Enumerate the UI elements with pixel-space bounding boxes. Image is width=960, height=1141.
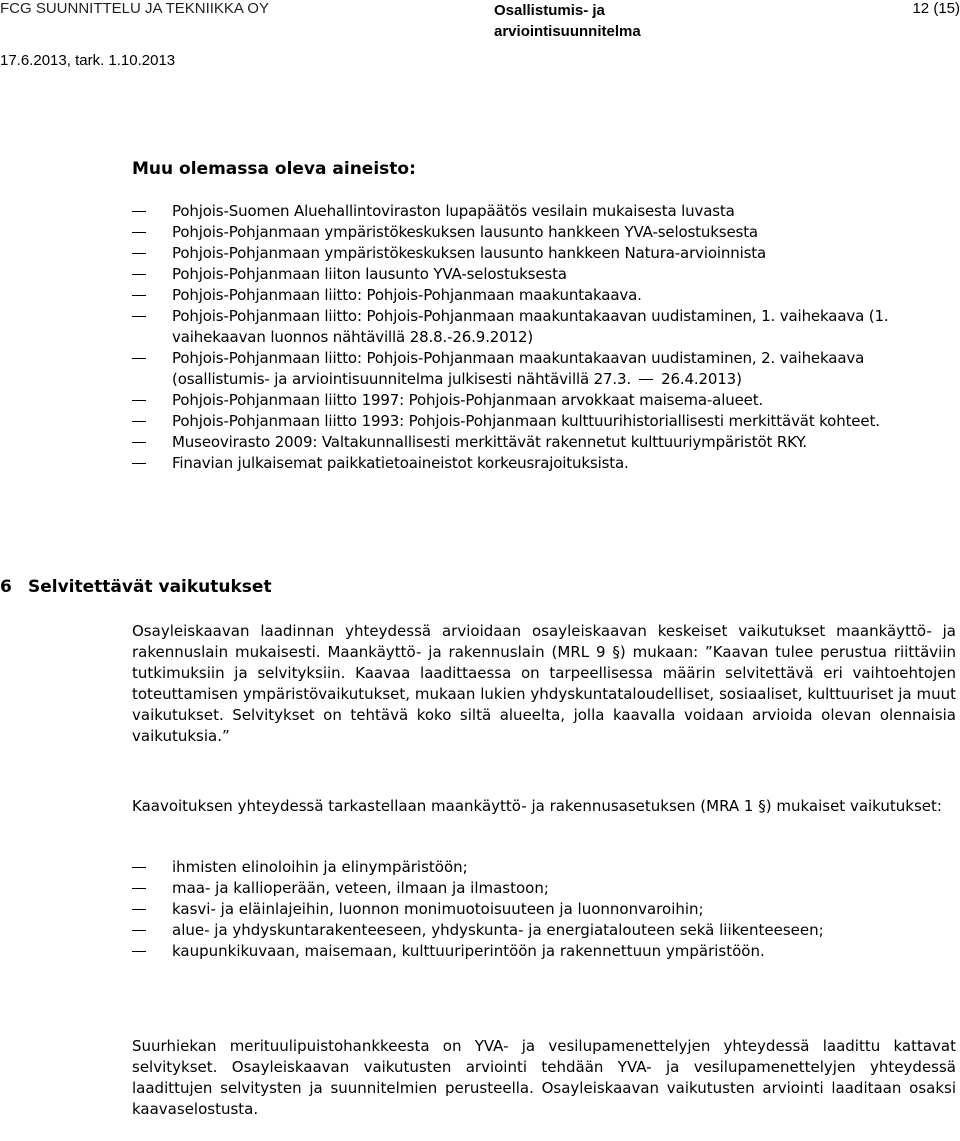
document-title: Osallistumis- ja arviointisuunnitelma bbox=[494, 2, 641, 40]
list-item: Pohjois-Pohjanmaan ympäristökeskuksen lausunto hankkeen YVA-selostuksesta bbox=[132, 222, 952, 243]
document-date: 17.6.2013, tark. 1.10.2013 bbox=[0, 52, 176, 69]
section-title: Selvitettävät vaikutukset bbox=[28, 577, 272, 597]
list-item: Pohjois-Pohjanmaan liitto 1997: Pohjois-Pohjanmaan arvokkaat maisema-alueet. bbox=[132, 390, 952, 411]
page-header bbox=[0, 0, 960, 80]
list-item: alue- ja yhdyskuntarakenteeseen, yhdyskunta- ja energiatalouteen sekä liikenteeseen; bbox=[132, 920, 952, 941]
impact-list bbox=[132, 857, 952, 962]
paragraph: Osayleiskaavan laadinnan yhteydessä arvioidaan osayleiskaavan keskeiset vaikutukset maankäyttö- ja rakennuslain mukaisesti. Maankäyttö- ja rakennuslain (MRL 9 §) mukaan: ”Kaavan tulee perustua riittäviin tutkimuksiin ja selvityksiin. Kaavaa laadittaessa on tarpeellisessa määrin selvitettävä eri vaihtoehtojen toteuttamisen ympäristövaikutukset, mukaan lukien yhdyskuntataloudelliset, sosiaaliset, kulttuuriset ja muut vaikutukset. Selvitykset on tehtävä koko siltä alueelta, jolla kaavalla voidaan arvioida olevan olennaisia vaikutuksia.” bbox=[132, 622, 956, 745]
list-item: Pohjois-Pohjanmaan ympäristökeskuksen lausunto hankkeen Natura-arvioinnista bbox=[132, 243, 952, 264]
paragraph: Kaavoituksen yhteydessä tarkastellaan maankäyttö- ja rakennusasetuksen (MRA 1 §) mukaiset vaikutukset: bbox=[132, 797, 942, 815]
list-item-text: Pohjois-Pohjanmaan liitto: Pohjois-Pohjanmaan maakuntakaavan uudistaminen, 2. vaihekaava (osallistumis- ja arviointisuunnitelma julkisesti nähtävillä 27.3. bbox=[172, 349, 865, 388]
section-number: 6 bbox=[0, 577, 12, 597]
list-item: Finavian julkaisemat paikkatietoaineistot korkeusrajoituksista. bbox=[132, 453, 952, 474]
list-item: Pohjois-Suomen Aluehallintoviraston lupapäätös vesilain mukaisesta luvasta bbox=[132, 201, 952, 222]
list-item: ihmisten elinoloihin ja elinympäristöön; bbox=[132, 857, 952, 878]
list-item: Pohjois-Pohjanmaan liitto: Pohjois-Pohjanmaan maakuntakaava. bbox=[132, 285, 952, 306]
list-item: Pohjois-Pohjanmaan liitto 1993: Pohjois-Pohjanmaan kulttuurihistoriallisesti merkittävät kohteet. bbox=[132, 411, 952, 432]
company-name: FCG SUUNNITTELU JA TEKNIIKKA OY bbox=[0, 0, 269, 17]
list-item: maa- ja kallioperään, veteen, ilmaan ja ilmastoon; bbox=[132, 878, 952, 899]
list-item: Pohjois-Pohjanmaan liitto: Pohjois-Pohjanmaan maakuntakaavan uudistaminen, 1. vaihekaava (1. vaihekaavan luonnos nähtävillä 28.8.-26.9.2012) bbox=[132, 306, 952, 348]
paragraph: Suurhiekan merituulipuistohankkeesta on YVA- ja vesilupamenettelyjen yhteydessä laadittu kattavat selvitykset. Osayleiskaavan vaikutusten arviointi tehdään YVA- ja vesilupamenettelyjen yhteydessä laadittujen selvitysten ja suunnitelmien perusteella. Osayleiskaavan vaikutusten arviointi laaditaan osaksi kaavaselostusta. bbox=[132, 1037, 956, 1118]
list-item: Museovirasto 2009: Valtakunnallisesti merkittävät rakennetut kulttuuriympäristöt RKY. bbox=[132, 432, 952, 453]
list-item: Pohjois-Pohjanmaan liiton lausunto YVA-selostuksesta bbox=[132, 264, 952, 285]
list-item bbox=[132, 348, 952, 390]
dash-separator bbox=[639, 379, 653, 380]
list-item-text: 26.4.2013) bbox=[661, 370, 742, 388]
page-number: 12 (15) bbox=[912, 0, 960, 17]
list-item: kasvi- ja eläinlajeihin, luonnon monimuotoisuuteen ja luonnonvaroihin; bbox=[132, 899, 952, 920]
section-heading-6 bbox=[0, 577, 272, 597]
list-item: kaupunkikuvaan, maisemaan, kulttuuriperintöön ja rakennettuun ympäristöön. bbox=[132, 941, 952, 962]
material-list bbox=[132, 201, 952, 474]
section-heading-muu: Muu olemassa oleva aineisto: bbox=[132, 159, 416, 179]
